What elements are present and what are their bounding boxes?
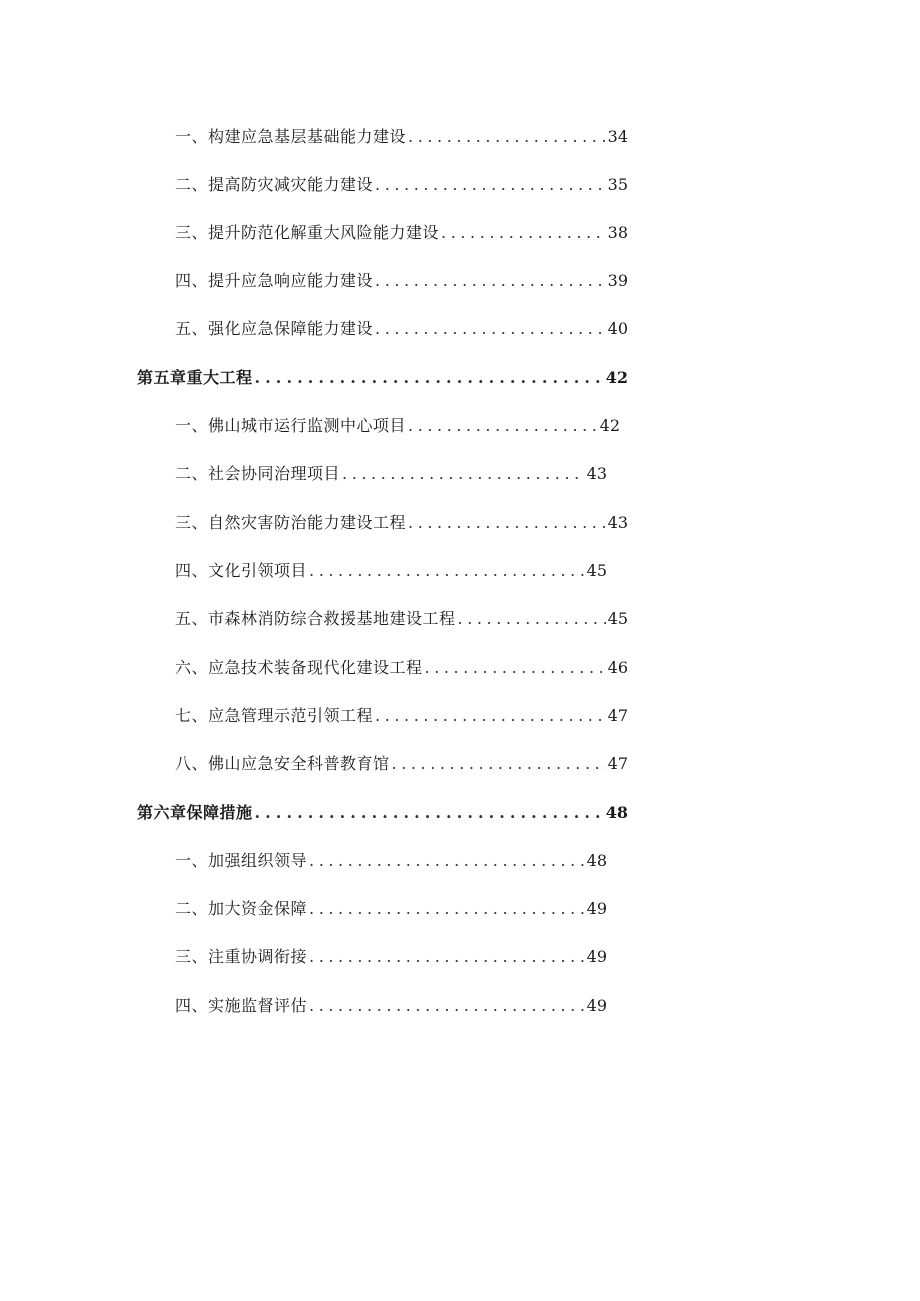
toc-entry-title: 二、加大资金保障 (175, 899, 308, 918)
toc-entry-title: 五、市森林消防综合救援基地建设工程 (175, 609, 456, 628)
dot-leader (309, 898, 585, 920)
toc-entry-title: 六、应急技术装备现代化建设工程 (175, 658, 423, 677)
dot-leader (408, 415, 598, 437)
toc-entry-page: 47 (607, 754, 628, 773)
toc-entry[interactable] (175, 318, 628, 340)
dot-leader (375, 318, 606, 340)
toc-entry[interactable] (175, 898, 607, 920)
toc-entry-page: 39 (607, 271, 628, 290)
toc-entry-page: 49 (586, 996, 607, 1015)
toc-entry-page: 45 (607, 609, 628, 628)
toc-entry[interactable] (175, 270, 628, 292)
toc-entry[interactable] (175, 222, 628, 244)
toc-entry-page: 35 (607, 175, 628, 194)
dot-leader (408, 126, 606, 148)
dot-leader (458, 608, 606, 630)
dot-leader (375, 174, 606, 196)
dot-leader (309, 850, 585, 872)
toc-entry-page: 43 (607, 513, 628, 532)
toc-chapter-title: 第六章保障措施 (137, 803, 253, 822)
toc-entry[interactable] (175, 415, 620, 437)
dot-leader (392, 753, 606, 775)
toc-entry-title: 一、加强组织领导 (175, 851, 308, 870)
toc-entry-page: 49 (586, 947, 607, 966)
toc-entry-page: 34 (607, 127, 628, 146)
toc-entry-page: 38 (607, 223, 628, 242)
toc-entry-page: 48 (586, 851, 607, 870)
toc-entry[interactable] (175, 657, 628, 679)
toc-entry-page: 45 (586, 561, 607, 580)
toc-entry-title: 四、文化引领项目 (175, 561, 308, 580)
toc-entry-title: 八、佛山应急安全科普教育馆 (175, 754, 390, 773)
toc-entry[interactable] (175, 850, 607, 872)
toc-entry-title: 四、提升应急响应能力建设 (175, 271, 374, 290)
toc-entry[interactable] (175, 560, 607, 582)
toc-entry-page: 42 (599, 416, 620, 435)
toc-entry[interactable] (175, 512, 628, 534)
dot-leader (375, 270, 606, 292)
dot-leader (441, 222, 606, 244)
toc-entry-title: 二、提高防灾减灾能力建设 (175, 175, 374, 194)
toc-chapter-page: 48 (605, 803, 628, 822)
dot-leader (309, 946, 585, 968)
dot-leader (309, 995, 585, 1017)
toc-entry[interactable] (175, 463, 607, 485)
toc-entry-title: 七、应急管理示范引领工程 (175, 706, 374, 725)
dot-leader (255, 802, 604, 824)
toc-entry-title: 二、社会协同治理项目 (175, 464, 341, 483)
toc-entry-title: 三、自然灾害防治能力建设工程 (175, 513, 407, 532)
dot-leader (375, 705, 606, 727)
toc-entry[interactable] (175, 608, 628, 630)
dot-leader (408, 512, 606, 534)
toc-chapter-entry[interactable] (137, 367, 628, 389)
toc-entry-title: 四、实施监督评估 (175, 996, 308, 1015)
dot-leader (309, 560, 585, 582)
dot-leader (342, 463, 585, 485)
toc-entry[interactable] (175, 753, 628, 775)
toc-entry-page: 49 (586, 899, 607, 918)
toc-chapter-page: 42 (605, 368, 628, 387)
toc-entry-page: 43 (586, 464, 607, 483)
toc-entry-page: 47 (607, 706, 628, 725)
toc-entry[interactable] (175, 705, 628, 727)
toc-entry[interactable] (175, 126, 628, 148)
toc-entry-title: 三、提升防范化解重大风险能力建设 (175, 223, 440, 242)
toc-entry-page: 40 (607, 319, 628, 338)
toc-entry[interactable] (175, 174, 628, 196)
dot-leader (425, 657, 606, 679)
toc-entry[interactable] (175, 995, 607, 1017)
toc-entry-title: 五、强化应急保障能力建设 (175, 319, 374, 338)
toc-chapter-title: 第五章重大工程 (137, 368, 253, 387)
toc-entry-title: 一、构建应急基层基础能力建设 (175, 127, 407, 146)
toc-entry-title: 三、注重协调衔接 (175, 947, 308, 966)
toc-entry-title: 一、佛山城市运行监测中心项目 (175, 416, 407, 435)
toc-entry-page: 46 (607, 658, 628, 677)
toc-chapter-entry[interactable] (137, 802, 628, 824)
dot-leader (255, 367, 604, 389)
toc-entry[interactable] (175, 946, 607, 968)
